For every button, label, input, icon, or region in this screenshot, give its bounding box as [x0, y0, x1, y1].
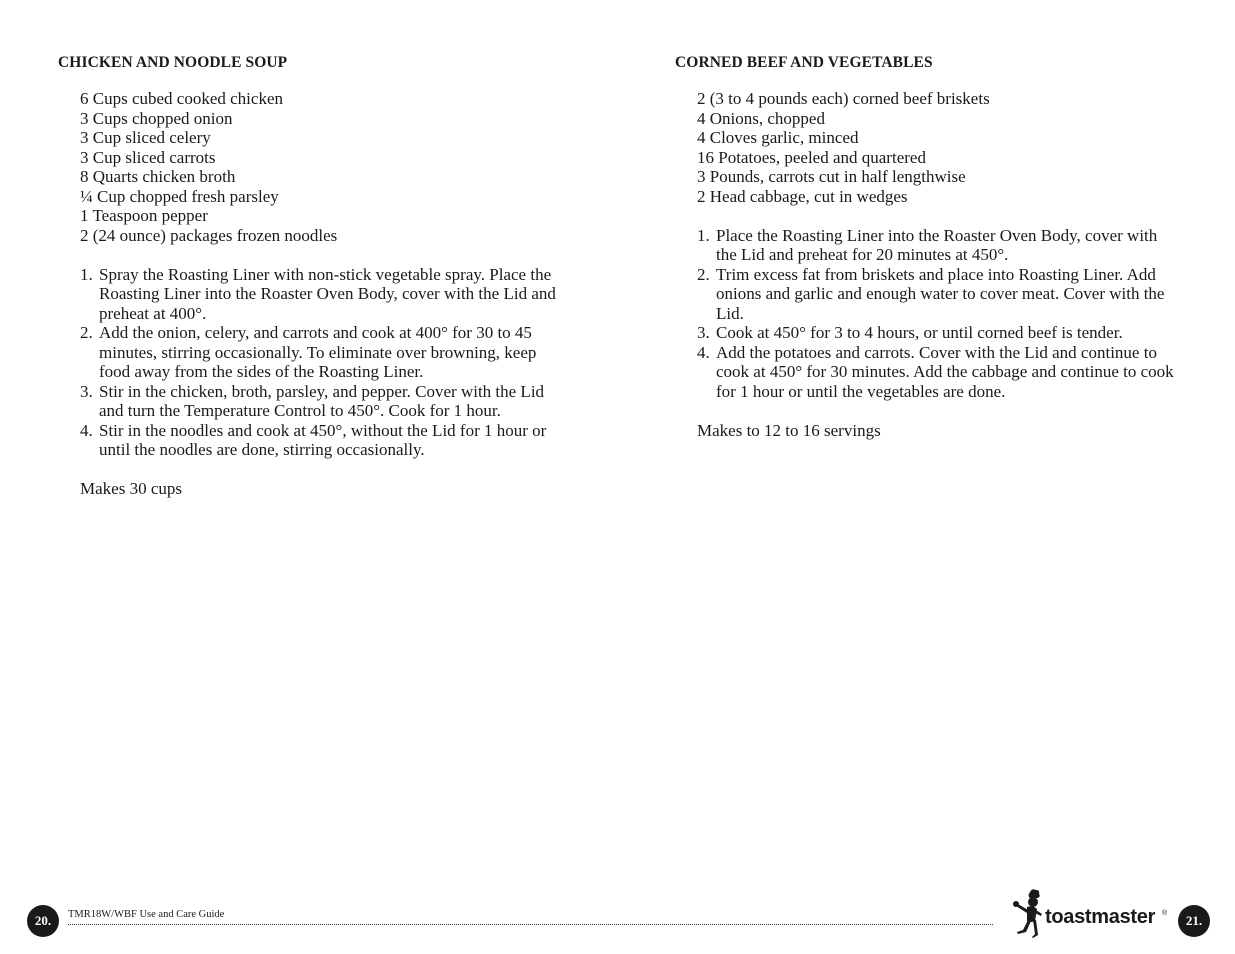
- instruction-list: [697, 226, 1182, 402]
- ingredient-item: 8 Quarts chicken broth: [80, 167, 236, 186]
- step-text: Stir in the noodles and cook at 450°, without the Lid for 1 hour or until the noodles are done, stirring occasionally.: [99, 420, 547, 459]
- ingredient-item: 2 (3 to 4 pounds each) corned beef briskets: [697, 89, 990, 108]
- step-number: 2.: [697, 264, 710, 284]
- ingredient-item: 16 Potatoes, peeled and quartered: [697, 147, 926, 167]
- instruction-step: [80, 421, 560, 460]
- page-number-left: 20.: [27, 905, 59, 937]
- ingredient-item: 3 Cup sliced celery: [80, 128, 211, 147]
- recipe-title: CORNED BEEF AND VEGETABLES: [675, 54, 933, 71]
- footer-divider: [68, 924, 993, 925]
- ingredient-list: [80, 89, 578, 245]
- step-text: Place the Roasting Liner into the Roaster Oven Body, cover with the Lid and preheat for 20 minutes at 450°.: [716, 225, 1158, 264]
- instruction-list: [80, 265, 560, 460]
- ingredient-item: 4 Onions, chopped: [697, 108, 825, 128]
- recipe-corned-beef: [675, 54, 1195, 440]
- recipe-yield: Makes to 12 to 16 servings: [697, 420, 881, 440]
- instruction-step: [697, 343, 1182, 402]
- brand-name: toastmaster: [1045, 906, 1156, 928]
- chef-mascot-icon: [1010, 888, 1046, 940]
- recipe-title: CHICKEN AND NOODLE SOUP: [58, 54, 288, 71]
- step-number: 2.: [80, 323, 93, 342]
- ingredient-item: 3 Cups chopped onion: [80, 108, 233, 128]
- instruction-step: [697, 226, 1182, 265]
- toastmaster-logo: [1010, 888, 1170, 940]
- ingredient-item: 2 Head cabbage, cut in wedges: [697, 186, 908, 206]
- step-number: 1.: [697, 225, 710, 245]
- recipe-chicken-noodle-soup: [58, 54, 578, 499]
- ingredient-item: 3 Pounds, carrots cut in half lengthwise: [697, 167, 966, 186]
- step-text: Spray the Roasting Liner with non-stick vegetable spray. Place the Roasting Liner into the Roaster Oven Body, cover with the Lid and preheat at 400°.: [99, 264, 556, 323]
- instruction-step: [80, 323, 560, 382]
- instruction-step: [697, 323, 1182, 343]
- instruction-step: [80, 382, 560, 421]
- step-text: Trim excess fat from briskets and place into Roasting Liner. Add onions and garlic and enough water to cover meat. Cover with the Lid.: [716, 264, 1165, 323]
- registered-mark: ®: [1162, 910, 1168, 917]
- ingredient-item: 3 Cup sliced carrots: [80, 147, 216, 167]
- instruction-step: [80, 265, 560, 324]
- step-number: 3.: [697, 323, 710, 342]
- ingredient-item: 4 Cloves garlic, minced: [697, 128, 859, 147]
- ingredient-item: ¼ Cup chopped fresh parsley: [80, 186, 279, 206]
- recipe-yield: Makes 30 cups: [80, 479, 182, 498]
- step-number: 1.: [80, 264, 93, 284]
- step-number: 3.: [80, 381, 93, 401]
- page-number-right: 21.: [1178, 905, 1210, 937]
- ingredient-item: 2 (24 ounce) packages frozen noodles: [80, 225, 338, 245]
- step-text: Add the potatoes and carrots. Cover with the Lid and continue to cook at 450° for 30 minutes. Add the cabbage and continue to cook for 1 hour or until the vegetables are done.: [716, 342, 1174, 401]
- ingredient-item: 1 Teaspoon pepper: [80, 206, 208, 225]
- guide-title: TMR18W/WBF Use and Care Guide: [68, 909, 225, 920]
- step-text: Add the onion, celery, and carrots and cook at 400° for 30 to 45 minutes, stirring occasionally. To eliminate over browning, keep food away from the sides of the Roasting Liner.: [99, 323, 537, 381]
- step-text: Stir in the chicken, broth, parsley, and pepper. Cover with the Lid and turn the Temperature Control to 450°. Cook for 1 hour.: [99, 381, 545, 420]
- step-number: 4.: [80, 420, 93, 440]
- instruction-step: [697, 265, 1182, 324]
- ingredient-item: 6 Cups cubed cooked chicken: [80, 89, 283, 108]
- step-number: 4.: [697, 342, 710, 362]
- step-text: Cook at 450° for 3 to 4 hours, or until corned beef is tender.: [716, 323, 1123, 342]
- ingredient-list: [697, 89, 1195, 206]
